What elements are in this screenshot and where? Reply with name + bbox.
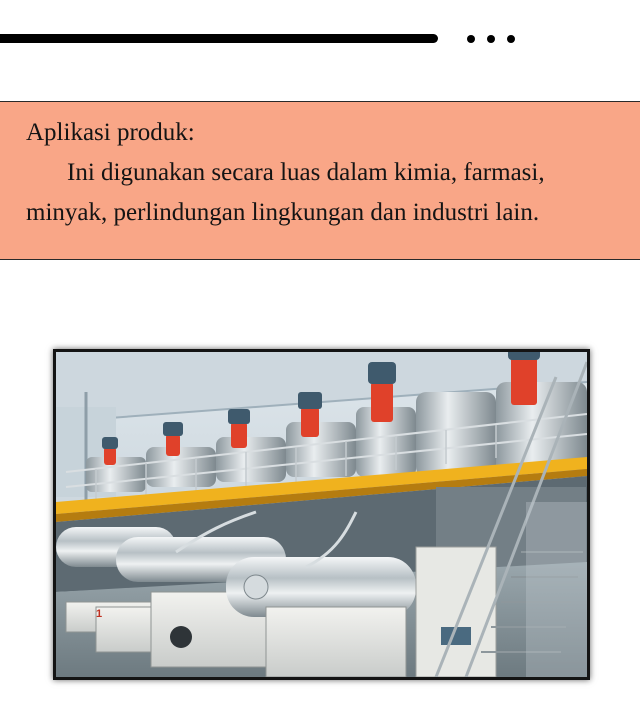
section-title: Aplikasi produk: [26,119,195,146]
ellipsis-dot [507,35,515,43]
bead-mill-production-line-image [56,352,587,677]
ellipsis-dot [467,35,475,43]
machine-number-label: 1 [96,608,103,620]
factory-photo [53,349,590,680]
divider-line [0,34,438,43]
description-line-2: minyak, perlindungan lingkungan dan industri lain. [26,199,540,226]
product-application-box [0,101,640,260]
ellipsis-dot [487,35,495,43]
description-line-1: Ini digunakan secara luas dalam kimia, farmasi, [67,159,545,186]
